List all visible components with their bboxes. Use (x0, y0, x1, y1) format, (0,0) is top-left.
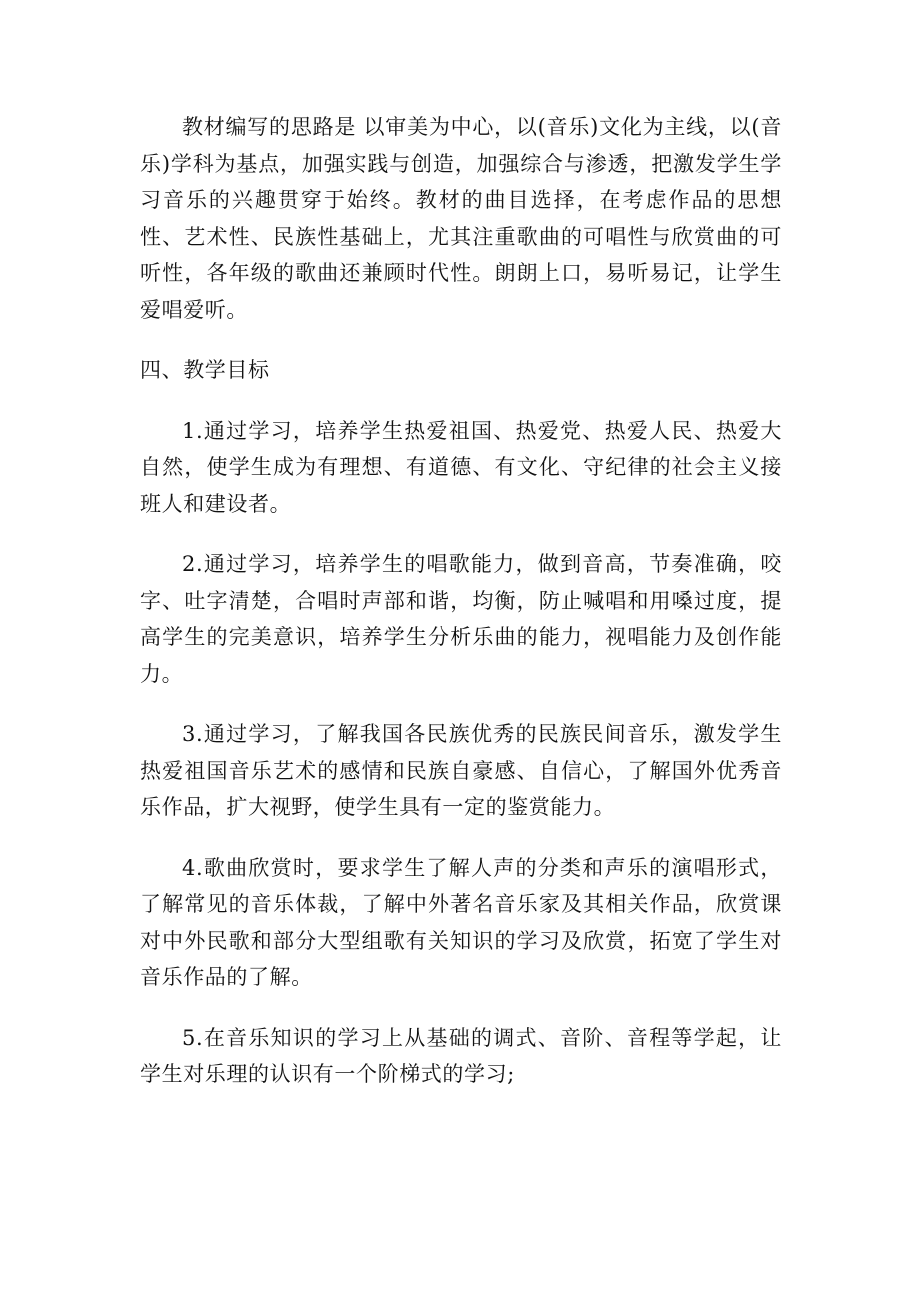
paragraph-goal-1: 1.通过学习，培养学生热爱祖国、热爱党、热爱人民、热爱大自然，使学生成为有理想、有道德、有文化、守纪律的社会主义接班人和建设者。 (140, 418, 782, 516)
paragraph-goal-5: 5.在音乐知识的学习上从基础的调式、音阶、音程等学起，让学生对乐理的认识有一个阶梯式的学习; (140, 1025, 782, 1086)
paragraph-goal-2: 2.通过学习，培养学生的唱歌能力，做到音高，节奏准确，咬字、吐字清楚，合唱时声部和谐，均衡，防止喊唱和用嗓过度，提高学生的完美意识，培养学生分析乐曲的能力，视唱能力及创作能力。 (140, 552, 782, 686)
paragraph-goal-3: 3.通过学习，了解我国各民族优秀的民族民间音乐，激发学生热爱祖国音乐艺术的感情和民族自豪感、自信心，了解国外优秀音乐作品，扩大视野，使学生具有一定的鉴赏能力。 (140, 722, 782, 819)
paragraph-goal-4: 4.歌曲欣赏时，要求学生了解人声的分类和声乐的演唱形式，了解常见的音乐体裁，了解中外著名音乐家及其相关作品，欣赏课对中外民歌和部分大型组歌有关知识的学习及欣赏，拓宽了学生对音乐作品的了解。 (140, 855, 782, 989)
document-page (140, 109, 782, 1117)
paragraph-textbook-approach: 教材编写的思路是 以审美为中心，以(音乐)文化为主线，以(音乐)学科为基点，加强实践与创造，加强综合与渗透，把激发学生学习音乐的兴趣贯穿于始终。教材的曲目选择，在考虑作品的思想性、艺术性、民族性基础上，尤其注重歌曲的可唱性与欣赏曲的可听性，各年级的歌曲还兼顾时代性。朗朗上口，易听易记，让学生爱唱爱听。 (140, 115, 782, 322)
section-heading-teaching-goals: 四、教学目标 (140, 358, 270, 382)
